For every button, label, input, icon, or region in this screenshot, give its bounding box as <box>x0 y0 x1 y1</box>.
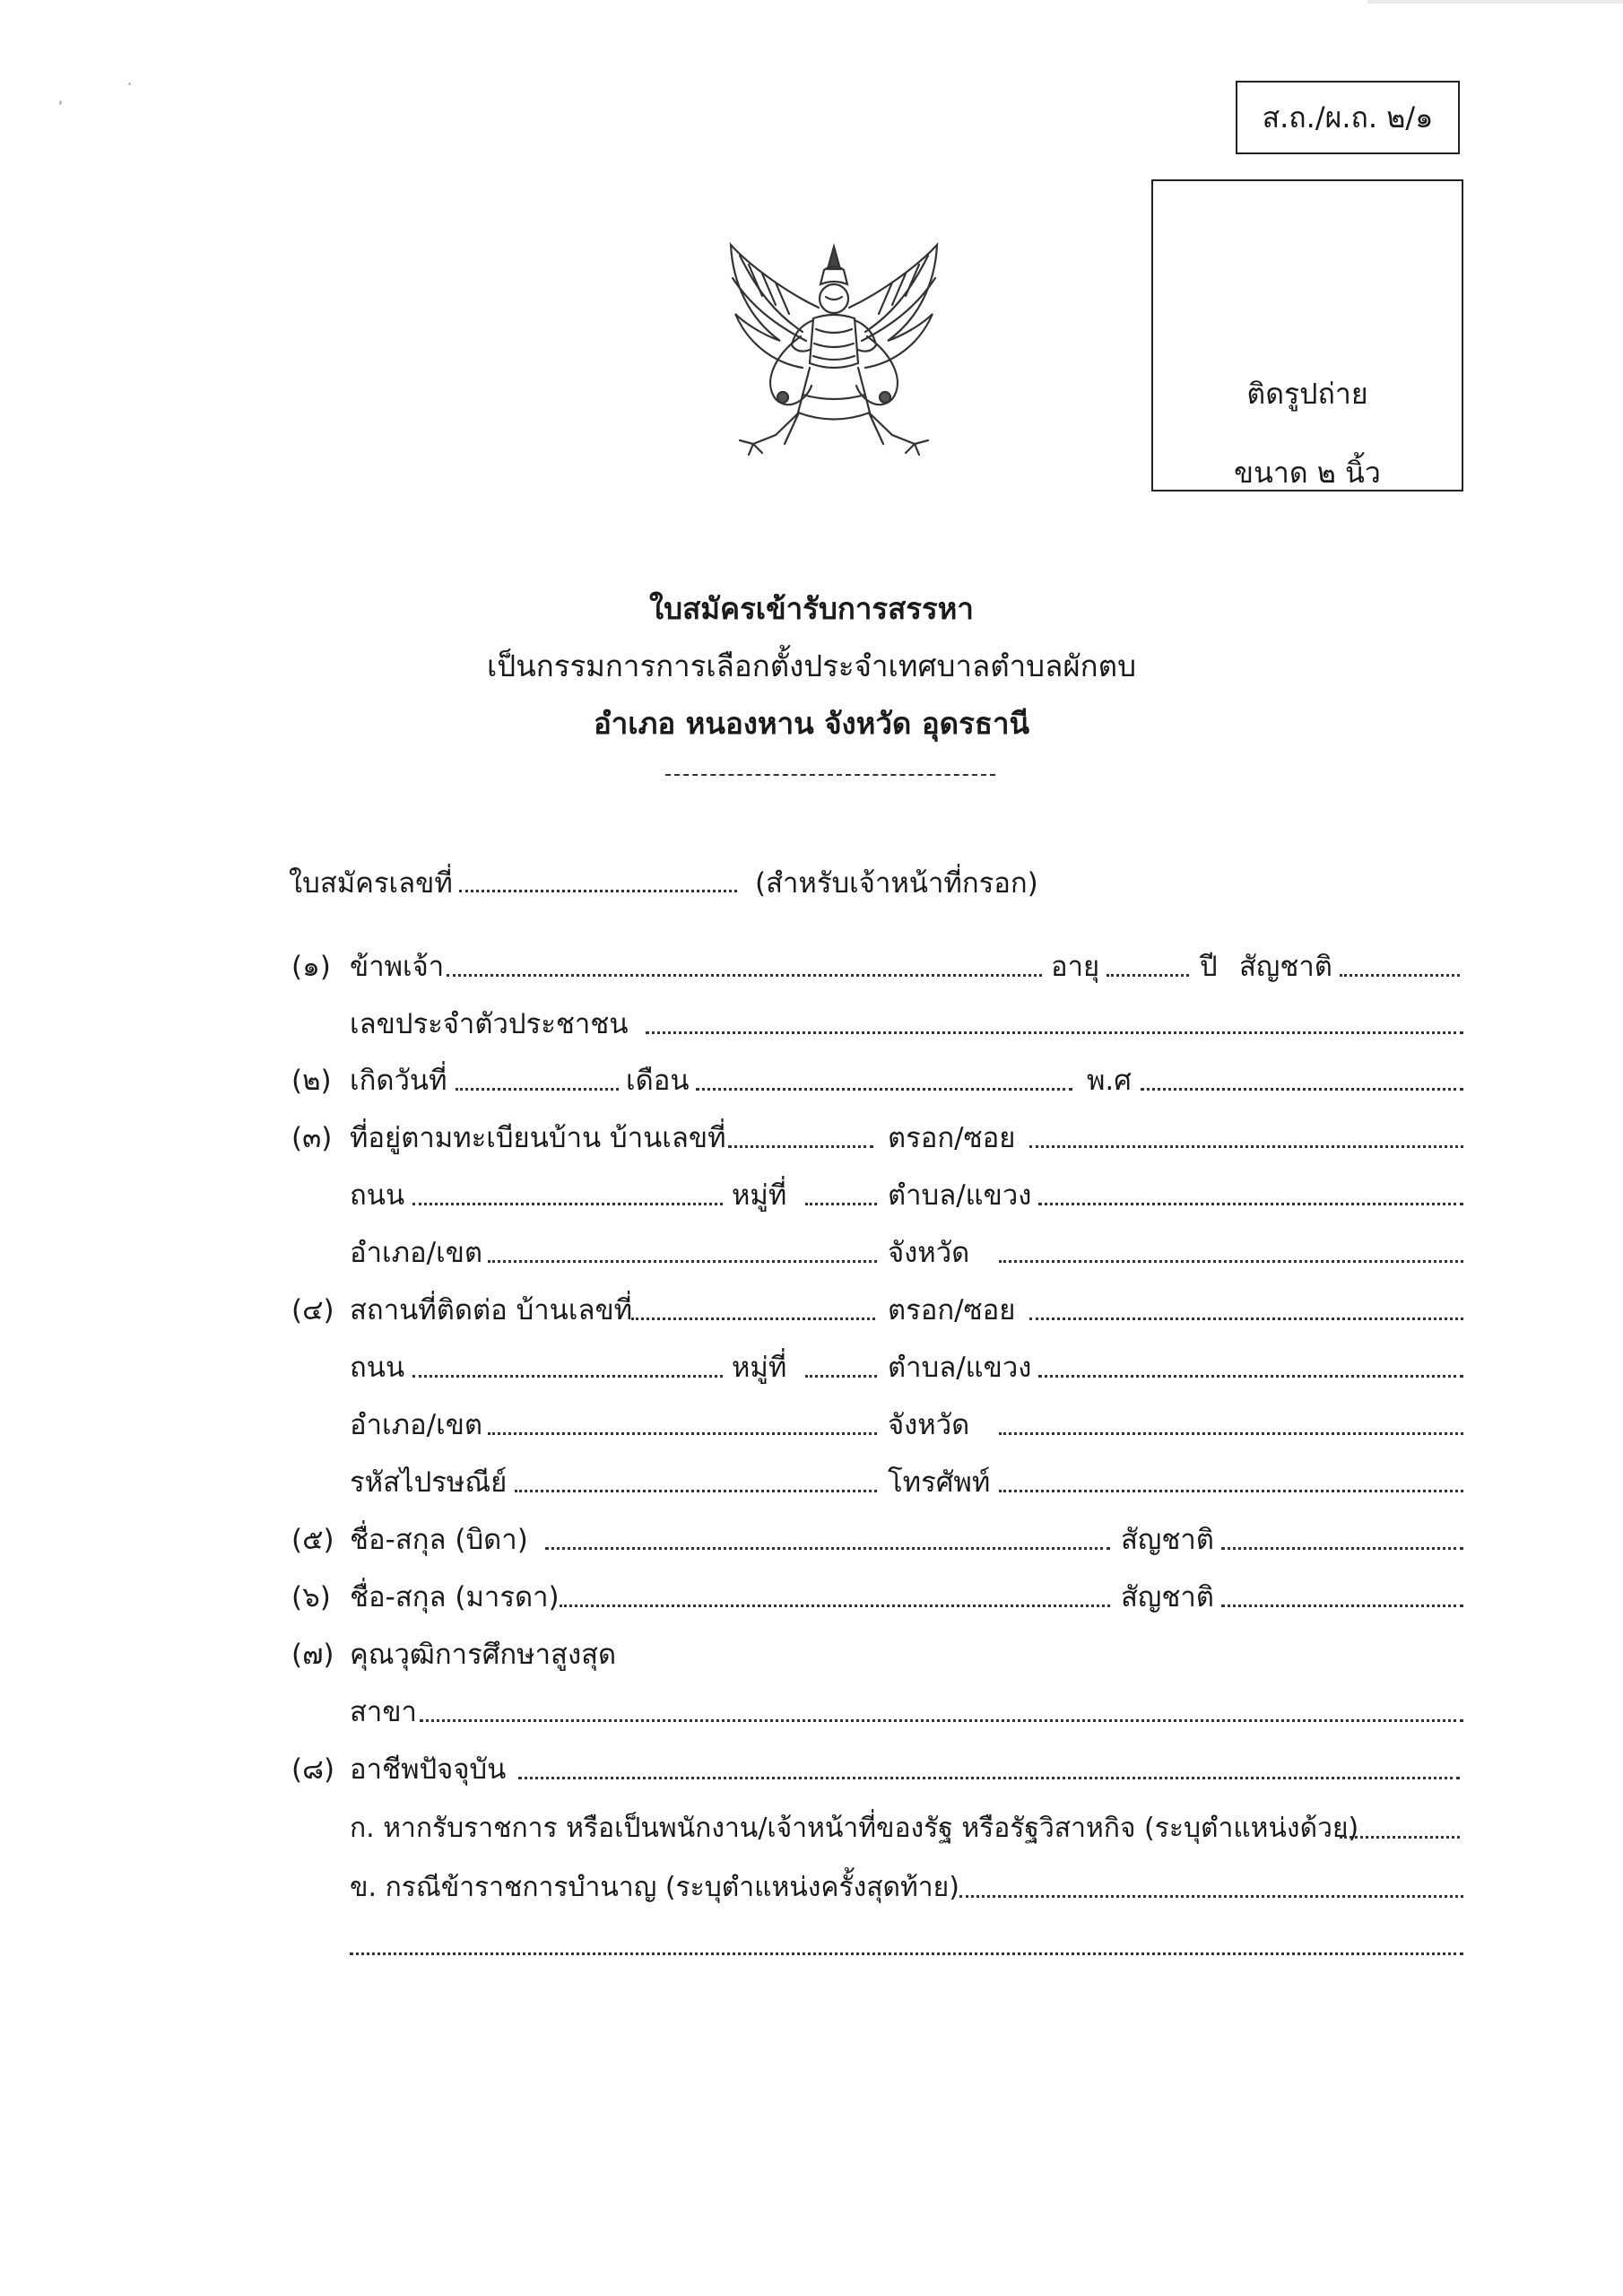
birth-month-label: เดือน <box>626 1065 690 1097</box>
occupation-retired-position-field[interactable] <box>959 1895 1463 1898</box>
contact-address-label: สถานที่ติดต่อ บ้านเลขที่ <box>350 1294 633 1326</box>
father-name-field[interactable] <box>545 1547 1110 1550</box>
nationality-field[interactable] <box>1340 974 1460 977</box>
contact-district-field[interactable] <box>488 1432 877 1435</box>
postal-code-field[interactable] <box>515 1490 877 1492</box>
father-name-label: ชื่อ-สกุล (บิดา) <box>350 1524 528 1556</box>
contact-subdistrict-label: ตำบล/แขวง <box>888 1352 1032 1384</box>
reg-province-field[interactable] <box>999 1260 1463 1263</box>
birth-date-label: เกิดวันที่ <box>350 1065 447 1097</box>
mother-nationality-label: สัญชาติ <box>1121 1581 1214 1613</box>
item-1-number: (๑) <box>291 951 331 983</box>
contact-moo-label: หมู่ที่ <box>732 1352 787 1384</box>
occupation-gov-label: ก. หากรับราชการ หรือเป็นพนักงาน/เจ้าหน้าที่ของรัฐ หรือรัฐวิสาหกิจ (ระบุตำแหน่งด้วย) <box>350 1813 1359 1844</box>
reg-province-label: จังหวัด <box>888 1237 970 1269</box>
item-2-number: (๒) <box>291 1065 332 1097</box>
id-number-label: เลขประจำตัวประชาชน <box>350 1008 629 1040</box>
reg-moo-field[interactable] <box>805 1203 877 1205</box>
birth-year-field[interactable] <box>1141 1088 1463 1091</box>
form-code: ส.ถ./ผ.ถ. ๒/๑ <box>1236 81 1460 154</box>
reg-subdistrict-label: ตำบล/แขวง <box>888 1179 1032 1212</box>
age-label: อายุ <box>1051 951 1100 983</box>
education-branch-label: สาขา <box>350 1696 417 1728</box>
registered-address-label: ที่อยู่ตามทะเบียนบ้าน บ้านเลขที่ <box>350 1122 726 1154</box>
item-7-number: (๗) <box>291 1639 334 1671</box>
scan-speck <box>59 100 62 105</box>
reg-district-field[interactable] <box>488 1260 877 1263</box>
contact-province-label: จังหวัด <box>888 1409 970 1441</box>
photo-box-label: ติดรูปถ่าย <box>1246 377 1368 411</box>
photo-placeholder-box <box>1151 179 1463 491</box>
reg-road-label: ถนน <box>350 1179 405 1212</box>
contact-alley-field[interactable] <box>1029 1318 1463 1320</box>
father-nationality-label: สัญชาติ <box>1121 1524 1214 1556</box>
reg-house-no-field[interactable] <box>728 1145 873 1148</box>
scan-speck <box>128 83 131 85</box>
reg-moo-label: หมู่ที่ <box>732 1179 787 1212</box>
title-line-1: ใบสมัครเข้ารับการสรรหา <box>649 591 974 626</box>
phone-label: โทรศัพท์ <box>888 1466 991 1499</box>
birth-day-field[interactable] <box>456 1088 619 1091</box>
occupation-label: อาชีพปัจจุบัน <box>350 1753 507 1786</box>
mother-nationality-field[interactable] <box>1221 1605 1463 1607</box>
item-4-number: (๔) <box>291 1294 334 1326</box>
education-branch-field[interactable] <box>420 1719 1463 1722</box>
age-field[interactable] <box>1107 974 1189 977</box>
contact-district-label: อำเภอ/เขต <box>350 1409 483 1441</box>
item-8-number: (๘) <box>291 1753 335 1786</box>
year-label: ปี <box>1200 951 1218 983</box>
contact-road-field[interactable] <box>412 1375 723 1378</box>
reg-district-label: อำเภอ/เขต <box>350 1237 483 1269</box>
full-name-field[interactable] <box>447 974 1042 977</box>
item-6-number: (๖) <box>291 1581 331 1613</box>
phone-field[interactable] <box>999 1490 1463 1492</box>
contact-road-label: ถนน <box>350 1352 405 1384</box>
title-divider <box>665 774 995 776</box>
nationality-label: สัญชาติ <box>1239 951 1332 983</box>
birth-year-label: พ.ศ <box>1087 1065 1132 1097</box>
contact-house-no-field[interactable] <box>631 1318 875 1320</box>
garuda-emblem-icon <box>713 229 955 462</box>
occupation-gov-position-field[interactable] <box>1340 1836 1460 1839</box>
reg-alley-field[interactable] <box>1029 1145 1463 1148</box>
contact-province-field[interactable] <box>999 1432 1463 1435</box>
contact-moo-field[interactable] <box>805 1375 877 1378</box>
father-nationality-field[interactable] <box>1221 1547 1463 1550</box>
application-no-field[interactable] <box>459 890 737 892</box>
scan-edge-mark <box>1367 0 1623 4</box>
photo-box-size: ขนาด ๒ นิ้ว <box>1234 456 1381 490</box>
id-number-field[interactable] <box>646 1031 1463 1034</box>
mother-name-label: ชื่อ-สกุล (มารดา) <box>350 1581 560 1613</box>
reg-road-field[interactable] <box>412 1203 723 1205</box>
contact-alley-label: ตรอก/ซอย <box>888 1294 1016 1326</box>
application-no-label: ใบสมัครเลขที่ <box>289 867 453 900</box>
item-1-label: ข้าพเจ้า <box>350 951 445 983</box>
education-label: คุณวุฒิการศึกษาสูงสุด <box>350 1639 617 1671</box>
reg-alley-label: ตรอก/ซอย <box>888 1122 1016 1154</box>
birth-month-field[interactable] <box>696 1088 1072 1091</box>
application-no-note: (สำหรับเจ้าหน้าที่กรอก) <box>755 867 1038 900</box>
occupation-extra-line-field[interactable] <box>350 1952 1463 1955</box>
occupation-field[interactable] <box>518 1777 1460 1779</box>
item-5-number: (๕) <box>291 1524 334 1556</box>
mother-name-field[interactable] <box>560 1605 1110 1607</box>
title-line-2: เป็นกรรมการการเลือกตั้งประจำเทศบาลตำบลผักตบ <box>486 648 1137 683</box>
postal-code-label: รหัสไปรษณีย์ <box>350 1466 508 1499</box>
title-line-3: อำเภอ หนองหาน จังหวัด อุดรธานี <box>593 706 1030 741</box>
reg-subdistrict-field[interactable] <box>1038 1203 1463 1205</box>
occupation-retired-label: ข. กรณีข้าราชการบำนาญ (ระบุตำแหน่งครั้งสุดท้าย) <box>350 1872 959 1903</box>
item-3-number: (๓) <box>291 1122 333 1154</box>
contact-subdistrict-field[interactable] <box>1038 1375 1463 1378</box>
